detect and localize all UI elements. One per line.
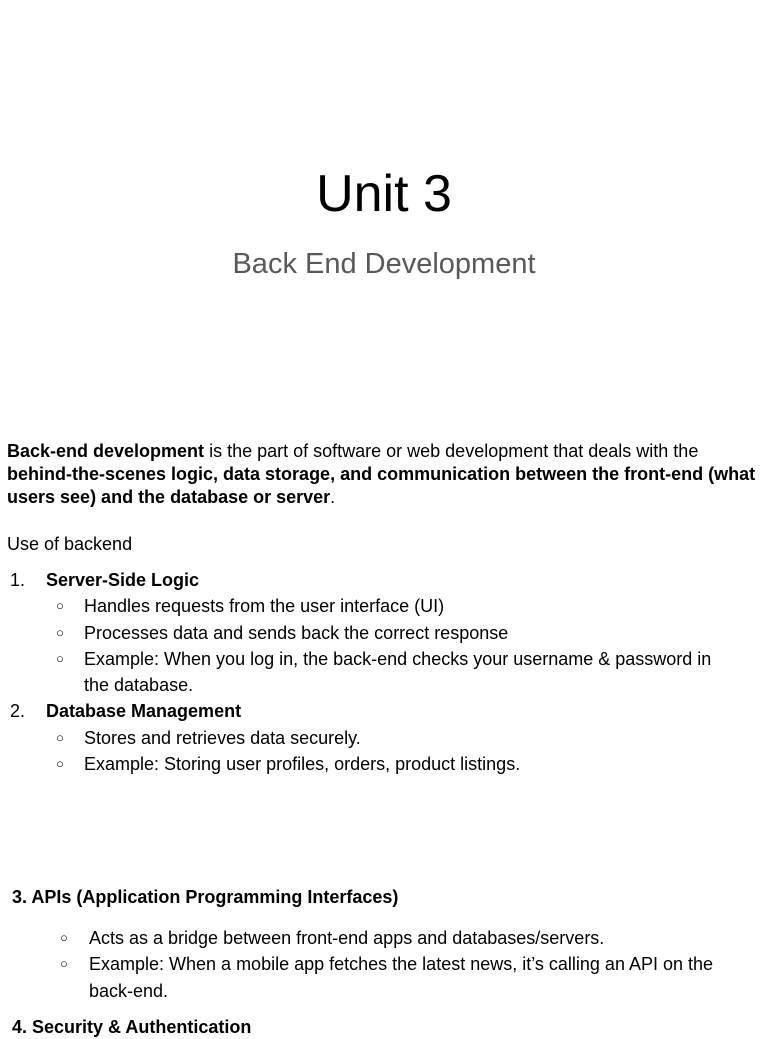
- list-item-text: Stores and retrieves data securely.: [84, 727, 361, 748]
- page-subtitle: Back End Development: [232, 248, 536, 280]
- intro-paragraph: [7, 440, 762, 509]
- hollow-bullet-icon: ○: [60, 930, 68, 945]
- hollow-bullet-icon: ○: [60, 956, 68, 972]
- list-number: 2.: [10, 701, 26, 722]
- sub-list: [46, 593, 760, 698]
- sub-list: [46, 725, 760, 778]
- hollow-bullet-icon: ○: [56, 756, 64, 772]
- intro-end: .: [330, 487, 336, 507]
- section-4-heading: 4. Security & Authentication: [12, 1017, 252, 1037]
- list-item: [46, 751, 760, 777]
- list-item: [46, 725, 760, 751]
- list-item: [46, 593, 760, 619]
- section-3-heading: 3. APIs (Application Programming Interfaces): [12, 887, 399, 907]
- numbered-list: [0, 567, 760, 777]
- list-item-text: Acts as a bridge between front-end apps and databases/servers.: [89, 928, 605, 948]
- list-item-label: Server-Side Logic: [46, 570, 200, 590]
- list-item-database-management: [0, 698, 760, 777]
- list-item-server-side-logic: [0, 567, 760, 698]
- hollow-bullet-icon: ○: [56, 650, 64, 666]
- hollow-bullet-icon: ○: [56, 729, 64, 745]
- hollow-bullet-icon: ○: [56, 624, 64, 640]
- use-of-backend-label: Use of backend: [7, 534, 133, 554]
- intro-bold-rest: behind-the-scenes logic, data storage, and communication between the front-end (what users see) and the database or server: [7, 464, 756, 507]
- section-3-list: [51, 925, 751, 1004]
- list-item-text: Example: When a mobile app fetches the latest news, it’s calling an API on the back-end.: [89, 954, 714, 1001]
- list-item: [46, 620, 760, 646]
- list-item-label: Database Management: [46, 701, 242, 722]
- intro-lead: Back-end development: [7, 441, 205, 461]
- list-item: [46, 646, 760, 699]
- list-item-text: Example: Storing user profiles, orders, product listings.: [84, 754, 521, 775]
- list-item-text: Processes data and sends back the correct response: [84, 622, 509, 643]
- list-item-text: Example: When you log in, the back-end checks your username & password in the database.: [84, 648, 712, 696]
- page-title: Unit 3: [316, 165, 452, 223]
- list-item: [51, 925, 751, 951]
- list-number: 1.: [10, 570, 26, 590]
- intro-middle: is the part of software or web development that deals with the: [204, 441, 699, 461]
- list-item: [51, 951, 751, 1004]
- list-item-text: Handles requests from the user interface (UI): [84, 596, 445, 617]
- hollow-bullet-icon: ○: [56, 598, 64, 614]
